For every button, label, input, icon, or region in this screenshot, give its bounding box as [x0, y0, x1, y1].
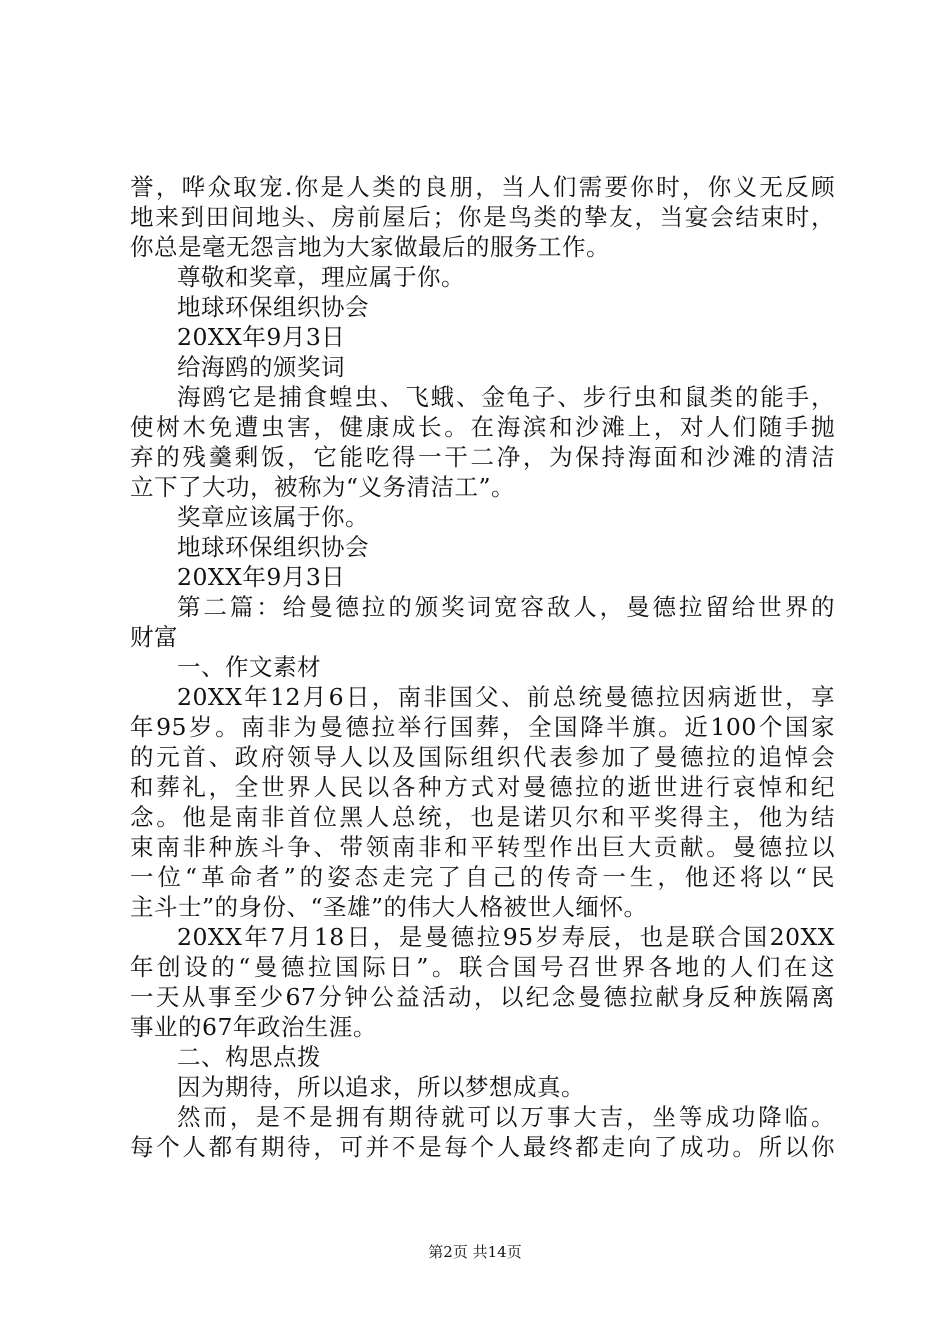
paragraph-line: 20XX年7月18日，是曼德拉95岁寿辰，也是联合国20XX	[177, 923, 835, 951]
paragraph-line: 然而，是不是拥有期待就可以万事大吉，坐等成功降临。	[177, 1103, 835, 1131]
paragraph-line: 年创设的“曼德拉国际日”。联合国号召世界各地的人们在这	[130, 953, 835, 981]
paragraph-line: 和葬礼，全世界人民以各种方式对曼德拉的逝世进行哀悼和纪	[130, 773, 835, 801]
paragraph-line: 束南非种族斗争、带领南非和平转型作出巨大贡献。曼德拉以	[130, 833, 835, 861]
date-line: 20XX年9月3日	[177, 323, 346, 351]
paragraph-line: 海鸥它是捕食蝗虫、飞蛾、金龟子、步行虫和鼠类的能手，	[177, 383, 835, 411]
paragraph-line: 奖章应该属于你。	[177, 503, 369, 531]
paragraph-line: 20XX年12月6日，南非国父、前总统曼德拉因病逝世，享	[177, 683, 835, 711]
paragraph-line: 一位“革命者”的姿态走完了自己的传奇一生，他还将以“民	[130, 863, 835, 891]
paragraph-line: 一天从事至少67分钟公益活动，以纪念曼德拉献身反种族隔离	[130, 983, 835, 1011]
document-body	[130, 172, 835, 1162]
signature-line: 地球环保组织协会	[177, 293, 369, 321]
paragraph-line: 地来到田间地头、房前屋后；你是鸟类的挚友，当宴会结束时，	[130, 203, 835, 231]
paragraph-line: 的元首、政府领导人以及国际组织代表参加了曼德拉的追悼会	[130, 743, 835, 771]
section-heading: 财富	[130, 623, 178, 651]
signature-line: 地球环保组织协会	[177, 533, 369, 561]
date-line: 20XX年9月3日	[177, 563, 346, 591]
section-heading: 第二篇：给曼德拉的颁奖词宽容敌人，曼德拉留给世界的	[177, 593, 835, 621]
paragraph-line: 弃的残羹剩饭，它能吃得一干二净，为保持海面和沙滩的清洁	[130, 443, 835, 471]
page-number: 第2页 共14页	[428, 1243, 522, 1261]
paragraph-line: 年95岁。南非为曼德拉举行国葬，全国降半旗。近100个国家	[130, 713, 835, 741]
paragraph-line: 主斗士”的身份、“圣雄”的伟大人格被世人缅怀。	[130, 893, 648, 921]
paragraph-line: 每个人都有期待，可并不是每个人最终都走向了成功。所以你	[130, 1133, 835, 1161]
paragraph-line: 誉，哗众取宠.你是人类的良朋，当人们需要你时，你义无反顾	[130, 173, 835, 201]
paragraph-line: 事业的67年政治生涯。	[130, 1013, 377, 1041]
subsection-heading: 二、构思点拨	[177, 1043, 321, 1071]
paragraph-line: 立下了大功，被称为“义务清洁工”。	[130, 473, 516, 501]
section-heading: 给海鸥的颁奖词	[177, 353, 345, 381]
paragraph-line: 因为期待，所以追求，所以梦想成真。	[177, 1073, 585, 1101]
paragraph-line: 尊敬和奖章，理应属于你。	[177, 263, 465, 291]
subsection-heading: 一、作文素材	[177, 653, 321, 681]
paragraph-line: 你总是毫无怨言地为大家做最后的服务工作。	[130, 233, 610, 261]
paragraph-line: 念。他是南非首位黑人总统，也是诺贝尔和平奖得主，他为结	[130, 803, 835, 831]
paragraph-line: 使树木免遭虫害，健康成长。在海滨和沙滩上，对人们随手抛	[130, 413, 835, 441]
